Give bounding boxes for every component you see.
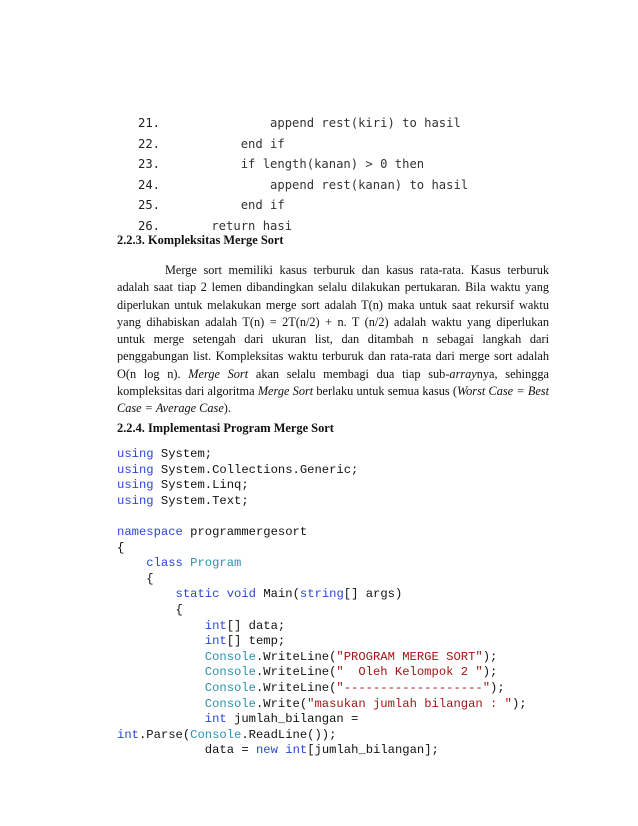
punctuation: ); (511, 696, 527, 711)
keyword: using (117, 478, 154, 493)
identifier: System; (160, 447, 213, 461)
identifier: programmergesort (190, 524, 308, 539)
identifier: .WriteLine( (255, 665, 337, 680)
identifier: jumlah_bilangan = (226, 712, 359, 727)
identifier: .ReadLine()); (241, 727, 337, 742)
keyword: static (175, 587, 220, 602)
identifier: .WriteLine( (255, 680, 337, 695)
type-name: Console (204, 680, 256, 695)
code-line (117, 712, 527, 728)
code-line (117, 665, 527, 681)
code-line (117, 478, 527, 494)
string-literal: "PROGRAM MERGE SORT" (336, 649, 483, 664)
type-name: Console (204, 665, 256, 680)
code-line (117, 587, 527, 603)
section-heading-implementasi: 2.2.4. Implementasi Program Merge Sort (117, 421, 334, 435)
punctuation: ); (490, 680, 505, 695)
paragraph-part-3: nya, sehingga kompleksitas dari algoritma (117, 366, 549, 399)
type-name: Console (204, 696, 256, 711)
pseudocode-line (138, 113, 468, 134)
keyword: int (285, 743, 308, 758)
keyword: int (117, 727, 139, 742)
code-line (117, 572, 527, 588)
keyword: int (204, 712, 227, 727)
identifier: System.Collections.Generic; (160, 462, 359, 477)
identifier: data = (204, 743, 256, 758)
line-code: end if (182, 198, 285, 213)
line-number: 25. (138, 198, 161, 213)
identifier: [jumlah_bilangan]; (307, 743, 439, 758)
paragraph-part-5: ). (223, 401, 231, 416)
code-line (117, 541, 527, 557)
identifier: [] data; (226, 618, 286, 633)
keyword: class (146, 556, 183, 571)
line-number: 24. (138, 177, 161, 192)
code-line (117, 697, 527, 713)
brace: { (175, 602, 183, 617)
brace: { (146, 571, 154, 586)
paragraph-part-2: akan selalu membagi dua tiap sub- (255, 366, 450, 381)
keyword: using (117, 462, 154, 477)
punctuation: ); (482, 665, 498, 680)
pseudocode-block (138, 113, 468, 237)
code-line (117, 728, 527, 744)
identifier: [] temp; (226, 634, 286, 649)
italic-term: Worst Case = Best Case = Average Case (117, 384, 549, 416)
identifier: Main( (263, 587, 300, 602)
line-number: 23. (138, 157, 161, 172)
paragraph-part-4: berlaku untuk semua kasus ( (316, 384, 458, 399)
string-literal: "-------------------" (336, 680, 491, 695)
code-line (117, 634, 527, 650)
pseudocode-line (138, 154, 468, 175)
keyword: void (226, 587, 256, 602)
code-line (117, 463, 527, 479)
string-literal: "masukan jumlah bilangan : " (307, 696, 512, 711)
code-line (117, 447, 527, 463)
line-number: 21. (138, 116, 161, 130)
csharp-code-block (117, 447, 527, 759)
code-line-blank (117, 509, 527, 525)
identifier: .WriteLine( (255, 649, 337, 664)
line-code: return hasi (182, 218, 293, 233)
italic-term: array (449, 366, 477, 381)
line-code: append rest(kiri) to hasil (182, 116, 461, 130)
paragraph-text (117, 262, 549, 418)
keyword: namespace (117, 524, 183, 539)
section-paragraph (117, 262, 549, 418)
paragraph-part-1: Merge sort memiliki kasus terburuk dan kasus rata-rata. Kasus terburuk adalah saat tiap 2 lemen dibandingkan selalu dilakukan pertukaran. Bila waktu yang diperlukan untuk melakukan merge sort adalah T(n) maka untuk saat rekursif waktu yang dihabiskan adalah T(n) = 2T(n/2) + n. T (n/2) adalah waktu yang diperlukan untuk merge setengah dari ukuran list, dan ditambah n sebagai langkah dari penggabungan list. Kompleksitas waktu terburuk dan rata-rata dari merge sort adalah O(n log n). (117, 263, 549, 381)
pseudocode-line (138, 134, 468, 155)
code-line (117, 603, 527, 619)
code-line (117, 525, 527, 541)
line-code: append rest(kanan) to hasil (182, 177, 469, 192)
italic-term: Merge Sort (257, 384, 314, 399)
code-line (117, 650, 527, 666)
italic-term: Merge Sort (188, 366, 249, 381)
line-code: end if (182, 136, 285, 151)
line-number: 22. (138, 136, 161, 151)
identifier: .Write( (255, 696, 308, 711)
punctuation: ); (482, 649, 498, 664)
line-code: if length(kanan) > 0 then (182, 157, 425, 172)
identifier: System.Linq; (160, 478, 249, 493)
pseudocode-line (138, 195, 468, 216)
keyword: new (255, 743, 278, 758)
identifier: .Parse( (138, 727, 191, 742)
code-line (117, 681, 527, 697)
keyword: int (204, 618, 227, 633)
identifier: [] args) (343, 587, 403, 602)
type-name: Console (204, 649, 256, 664)
keyword: using (117, 447, 154, 461)
keyword: int (204, 634, 227, 649)
pseudocode-line (138, 175, 468, 196)
brace: { (117, 540, 125, 555)
type-name: Program (190, 556, 242, 571)
type-name: Console (190, 727, 242, 742)
section-heading-kompleksitas: 2.2.3. Kompleksitas Merge Sort (117, 233, 284, 247)
code-line (117, 494, 527, 510)
keyword: string (299, 587, 344, 602)
keyword: using (117, 493, 154, 508)
code-line (117, 556, 527, 572)
line-number: 26. (138, 218, 161, 233)
code-line (117, 619, 527, 635)
code-line (117, 743, 527, 759)
identifier: System.Text; (160, 493, 249, 508)
string-literal: " Oleh Kelompok 2 " (336, 665, 483, 680)
